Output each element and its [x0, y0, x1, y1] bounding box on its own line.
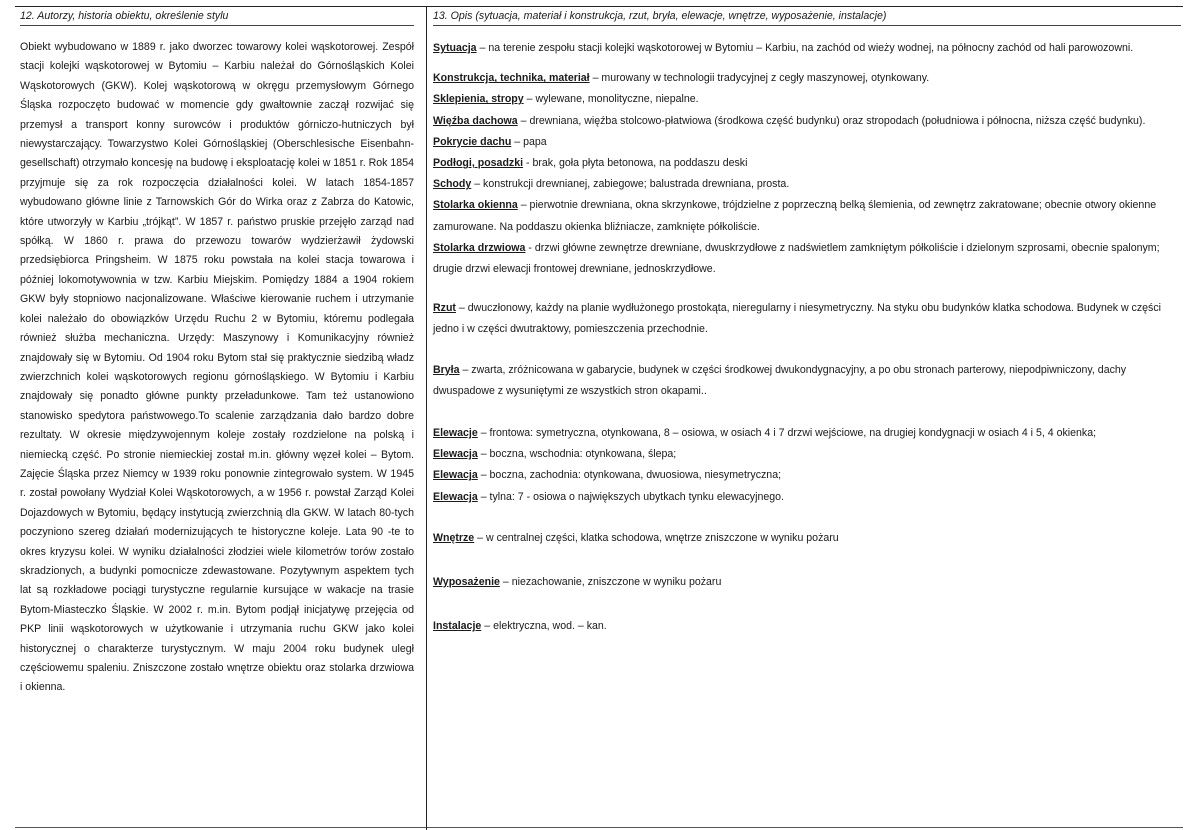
item-schody — [433, 174, 1181, 195]
section-13-heading: 13. Opis (sytuacja, materiał i konstrukcja, rzut, bryła, elewacje, wnętrze, wyposażenie, instalacje) — [433, 10, 887, 22]
item-bryla — [433, 360, 1181, 402]
item-konstrukcja — [433, 68, 1181, 89]
item-label: Bryła — [433, 363, 460, 376]
item-sytuacja — [433, 38, 1181, 59]
section-13-description — [433, 9, 1181, 637]
item-wnetrze — [433, 528, 1181, 549]
item-elewacje-frontowa — [433, 423, 1181, 444]
item-podlogi — [433, 153, 1181, 174]
form-top-border — [15, 6, 1183, 7]
item-text: – boczna, zachodnia: otynkowana, dwuosiowa, niesymetryczna; — [477, 469, 782, 482]
item-text: – frontowa: symetryczna, otynkowana, 8 – osiowa, w osiach 4 i 7 drzwi wejściowe, na drugiej kondygnacji w osiach 4 i 5, 4 okienka; — [477, 427, 1097, 440]
item-stolarka-okienna — [433, 195, 1181, 237]
item-label: Stolarka drzwiowa — [433, 241, 526, 254]
item-elewacja-zachodnia — [433, 465, 1181, 486]
item-label: Konstrukcja, technika, materiał — [433, 72, 590, 85]
item-label: Rzut — [433, 302, 456, 315]
item-label: Wnętrze — [433, 531, 475, 544]
item-text: – na terenie zespołu stacji kolejki wąskotorowej w Bytomiu – Karbiu, na zachód od wieży wodnej, na północny zachód od hali parowozowni. — [476, 42, 1134, 54]
item-text: - brak, goła płyta betonowa, na poddaszu deski — [523, 157, 748, 170]
item-rzut — [433, 298, 1181, 340]
item-label: Elewacje — [433, 427, 478, 440]
item-label: Elewacja — [433, 490, 478, 503]
column-divider — [426, 6, 427, 830]
form-bottom-border — [15, 827, 1183, 828]
item-wiezba — [433, 111, 1181, 132]
item-pokrycie — [433, 132, 1181, 153]
item-text: – drewniana, więźba stolcowo-płatwiowa (środkowa część budynku) oraz stropodach (południowa i północna, niższa część budynku). — [517, 114, 1146, 127]
item-text: – tylna: 7 - osiowa o największych ubytkach tynku elewacyjnego. — [477, 490, 784, 503]
item-sklepienia — [433, 89, 1181, 110]
section-12-heading-rule — [20, 25, 414, 26]
item-label: Instalacje — [433, 620, 482, 633]
item-label: Pokrycie dachu — [433, 135, 512, 148]
item-elewacja-tylna — [433, 487, 1181, 508]
history-text: Obiekt wybudowano w 1889 r. jako dworzec towarowy kolei wąskotorowej. Zespół stacji kolejki wąskotorowej w Bytomiu – Karbiu należał do Górnośląskich Kolei Wąskotorowych (GKW). Kolej wąskotorową w okręgu przemysłowym Górnego Śląska rozpoczęto budować w momencie gdy gwałtownie zaczął rozwijać się przemysł a transport konny surowców i produktów górniczo-hutniczych był niewystarczający. Towarzystwo Kolei Górnośląskiej (Oberschlesische Eisenbahn-gesellschaft) otrzymało koncesję na budowę i eksploatację kolei w 1851 r. Rok 1854 przyjmuje się za rok rozpoczęcia działalności kolei. W latach 1854-1857 wybudowano główne linie z Tarnowskich Gór do Wirka oraz z Zabrza do Katowic, które utworzyły w Karbiu „trójkąt”. W 1857 r. państwo pruskie przejęło zarząd nad spółką. W 1860 r. prawa do przewozu towarów wydzierżawił żydowski przedsiębiorca Pringsheim. W 1875 roku powstała na kolei stacja towarowa i później lokomotywownia w tzw. Karbiu Miejskim. Pomiędzy 1884 a 1904 rokiem GKW były stopniowo nacjonalizowane. Właściwe kierowanie ruchem i utrzymanie kolei należało do obowiązków Urzędu Ruchu 2 w Bytomiu, któremu podlegała również służba mechaniczna. Urzędy: Maszynowy i Komunikacyjny również znajdowały się w Bytomiu. Od 1904 roku Bytom stał się praktycznie siedzibą władz zwierzchnich kolei wąskotorowych regionu górnośląskiego. W Bytomiu i Karbiu znajdowały się ponadto główne punkty przeładunkowe. Tam też ustanowiono stanowisko spedytora państwowego.To scalenie zarządzania dało bardzo dobre rezultaty. W okresie międzywojennym koleje zostały rozdzielone na polską i niemiecką część. Po stronie niemieckiej został m.in. główny węzeł kolei – Bytom. Zajęcie Śląska przez Niemcy w 1939 roku ponownie zintegrowało system. W 1945 r. został powołany Wydział Kolei Wąskotorowych, a w 1956 r. powstał Zarząd Kolei Dojazdowych w Bytomiu, będący instytucją zwierzchnią dla GKW. W latach 80-tych poczyniono szereg działań modernizujących te historyczne koleje. Lata 90 -te to okres kryzysu kolei. W wyniku działalności złodziei wiele kilometrów torów zostało skradzionych, a budynki pomocnicze zdewastowane. Pozytywnym aspektem tych lat są rozkładowe pociągi turystyczne regularnie kursujące w wakacje na trasie Bytom-Miasteczko Śląskie. W 2002 r. m.in. Bytom podjął inicjatywę przejęcia od PKP linii wąskotorowych w użytkowanie i utrzymania ruchu GKW jako kolei historycznej o charakterze turystycznym. W maju 2004 roku budynek uległ częściowemu spaleniu. Zniszczone zostało wnętrze obiektu oraz stolarka drzwiowa i okienna. — [20, 41, 414, 694]
item-text: – zwarta, zróżnicowana w gabarycie, budynek w części środkowej dwukondygnacyjny, a po obu stronach parterowy, niepodpiwniczony, dachy dwuspadowe z wysuniętymi ze wszystkich stron okapami.. — [433, 363, 1127, 397]
item-text: - drzwi główne zewnętrze drewniane, dwuskrzydłowe z nadświetlem zamkniętym półkoliście i dzielonym szprosami, obecnie spalonym; drugie drzwi elewacji frontowej drewniane, jednoskrzydłowe. — [433, 241, 1160, 276]
item-text: – w centralnej części, klatka schodowa, wnętrze zniszczone w wyniku pożaru — [474, 531, 839, 544]
item-elewacja-wschodnia — [433, 444, 1181, 465]
item-text: – boczna, wschodnia: otynkowana, ślepa; — [477, 448, 677, 461]
item-label: Sklepienia, stropy — [433, 93, 524, 106]
item-stolarka-drzwiowa — [433, 238, 1181, 280]
item-label: Wyposażenie — [433, 576, 500, 589]
item-label: Schody — [433, 178, 472, 191]
item-text: – konstrukcji drewnianej, zabiegowe; balustrada drewniana, prosta. — [471, 178, 790, 191]
item-text: – wylewane, monolityczne, niepalne. — [523, 93, 699, 106]
item-text: – niezachowanie, zniszczone w wyniku pożaru — [499, 576, 722, 589]
item-label: Sytuacja — [433, 42, 477, 54]
item-label: Elewacja — [433, 448, 478, 461]
item-label: Więźba dachowa — [433, 114, 518, 127]
section-13-heading-rule — [433, 25, 1181, 26]
item-text: – dwuczłonowy, każdy na planie wydłużonego prostokąta, nieregularny i niesymetryczny. Na styku obu budynków klatka schodowa. Budynek w części jedno i w części dwutraktowy, pomieszczenia przechodnie. — [433, 302, 1161, 336]
item-label: Stolarka okienna — [433, 199, 518, 212]
item-text: – elektryczna, wod. – kan. — [481, 620, 607, 633]
item-instalacje — [433, 616, 1181, 637]
section-12-heading: 12. Autorzy, historia obiektu, określenie stylu — [20, 10, 229, 22]
item-text: – murowany w technologii tradycyjnej z cegły maszynowej, otynkowany. — [589, 72, 930, 85]
item-label: Podłogi, posadzki — [433, 157, 524, 170]
item-text: – papa — [511, 135, 547, 148]
section-12-history — [20, 9, 414, 698]
item-text: – pierwotnie drewniana, okna skrzynkowe, trójdzielne z poprzeczną belką ślemienia, od zewnętrz zakratowane; obecnie otwory okienne zamurowane. Na poddaszu okienka bliźniacze, zamknięte półkoliście. — [433, 199, 1157, 233]
item-label: Elewacja — [433, 469, 478, 482]
item-wyposazenie — [433, 572, 1181, 593]
